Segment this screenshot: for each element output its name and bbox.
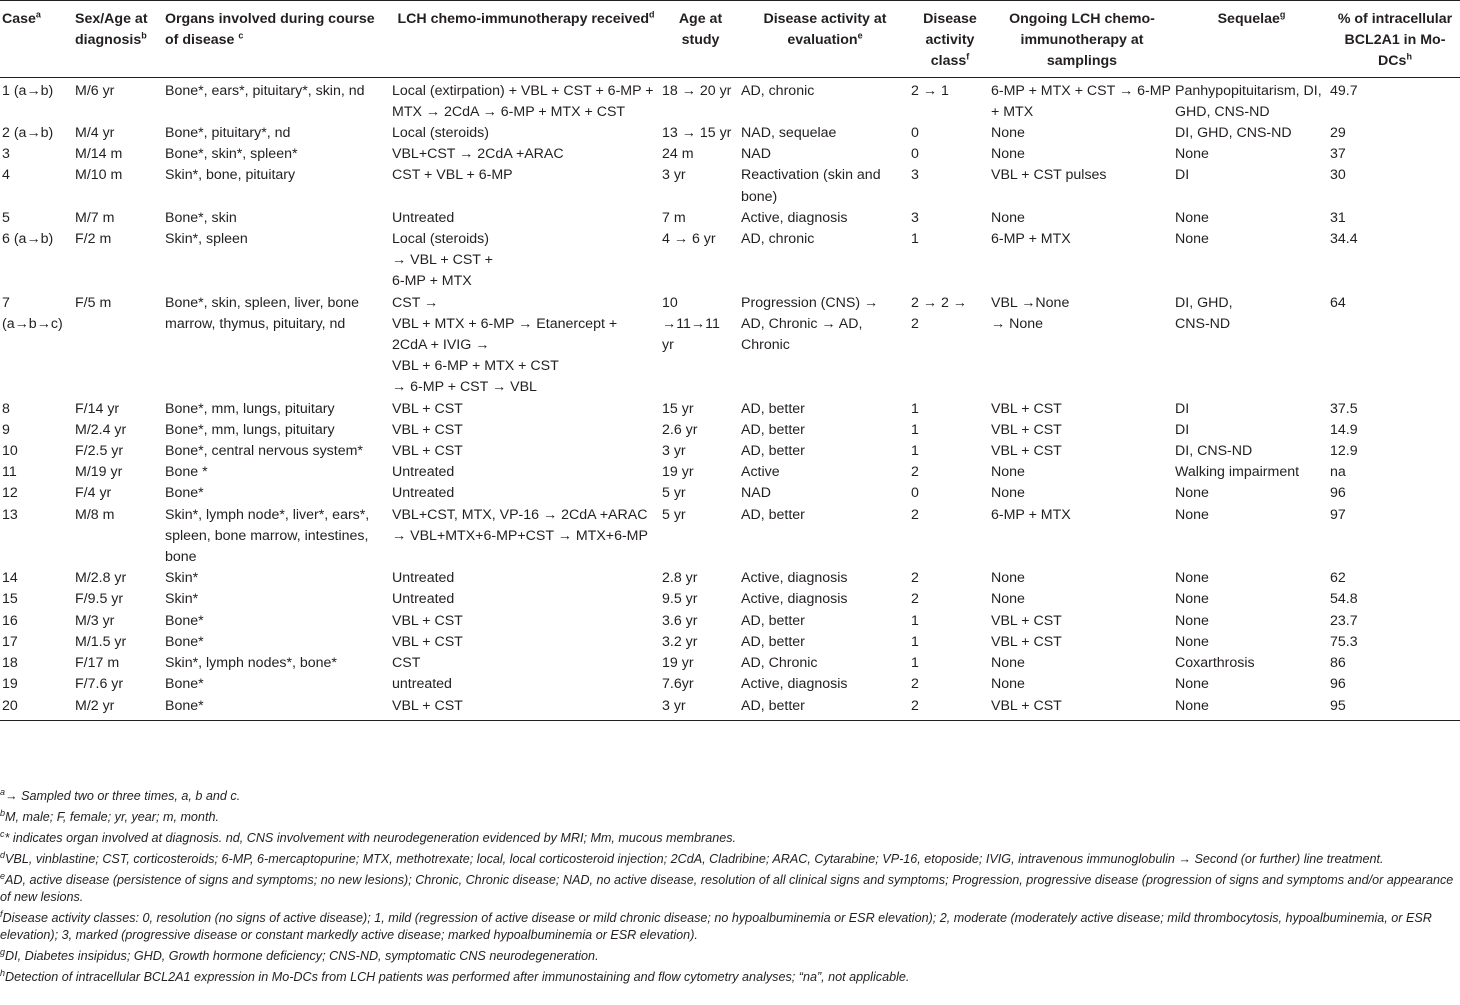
cell-ongoing-therapy: VBL + CST xyxy=(991,421,1062,438)
cell-bcl2a1: na xyxy=(1330,464,1346,481)
cell-ongoing-therapy: 6-MP + MTX + CST → 6-MP + MTX xyxy=(991,82,1171,120)
cell-organs: Skin* xyxy=(165,570,199,587)
cell-disease-activity: AD, better xyxy=(741,421,805,438)
header-chemotherapy: LCH chemo-immunotherapy received$^d$ xyxy=(390,1,660,78)
cell-age-at-study: 2.8 yr xyxy=(662,570,698,587)
cell-activity-class: 2 xyxy=(911,676,919,693)
cell-sex-age: M/2.4 yr xyxy=(75,421,127,438)
cell-organs: Bone* xyxy=(165,676,204,693)
cell-disease-activity: AD, better xyxy=(741,633,805,650)
cell-disease-activity: AD, Chronic xyxy=(741,655,818,672)
cell-ongoing-therapy: None xyxy=(991,485,1025,502)
cell-organs: Bone*, skin, spleen, liver, bone marrow, thymus, pituitary, nd xyxy=(165,294,360,332)
cell-disease-activity: Active, diagnosis xyxy=(741,209,848,226)
cell-sex-age: M/1.5 yr xyxy=(75,633,127,650)
cell-case: 14 xyxy=(2,570,18,587)
cell-sequelae: None xyxy=(1175,485,1209,502)
cell-ongoing-therapy: 6-MP + MTX xyxy=(991,231,1071,248)
table-row xyxy=(0,441,1460,462)
cell-chemotherapy: VBL + CST xyxy=(392,443,463,460)
cell-sex-age: M/2.8 yr xyxy=(75,570,127,587)
cell-chemotherapy: VBL + CST xyxy=(392,612,463,629)
footnote xyxy=(0,948,1460,965)
cell-bcl2a1: 97 xyxy=(1330,506,1346,523)
cell-sequelae: Coxarthrosis xyxy=(1175,655,1255,672)
cell-activity-class: 0 xyxy=(911,125,919,142)
cell-sex-age: F/14 yr xyxy=(75,400,120,417)
cell-age-at-study: 3.2 yr xyxy=(662,633,698,650)
footnote xyxy=(0,788,1460,805)
cell-activity-class: 2 xyxy=(911,570,919,587)
cell-sequelae: DI, GHD, CNS-ND xyxy=(1175,125,1292,142)
cell-disease-activity: Active xyxy=(741,464,780,481)
cell-chemotherapy: Untreated xyxy=(392,209,455,226)
table-row xyxy=(0,505,1460,569)
table-row xyxy=(0,165,1460,207)
footnote-text: * indicates organ involved at diagnosis. nd, CNS involvement with neurodegeneration evidenced by MRI; Mm, mucous membranes. xyxy=(4,830,737,845)
cell-age-at-study: 19 yr xyxy=(662,464,694,481)
cell-bcl2a1: 14.9 xyxy=(1330,421,1358,438)
cell-activity-class: 1 xyxy=(911,231,919,248)
cell-disease-activity: AD, better xyxy=(739,696,909,721)
footnote-marker: f xyxy=(0,908,3,919)
cell-sex-age: F/9.5 yr xyxy=(75,591,124,608)
cell-activity-class: 1 xyxy=(911,655,919,672)
table-row xyxy=(0,696,1460,721)
cell-bcl2a1: 96 xyxy=(1330,485,1346,502)
cell-chemotherapy: CST xyxy=(392,655,421,672)
footnote-text: VBL, vinblastine; CST, corticosteroids; 6-MP, 6-mercaptopurine; MTX, methotrexate; local, local corticosteroid injection; 2CdA, Cladribine; ARAC, Cytarabine; VP-16, etoposide; IVIG, intravenous immunoglobulin → Second (or further) line treatment. xyxy=(5,851,1384,866)
cell-organs: Bone*, skin*, spleen* xyxy=(165,146,298,163)
cell-activity-class: 2 xyxy=(911,464,919,481)
cell-ongoing-therapy: VBL + CST xyxy=(991,633,1062,650)
cell-case: 9 xyxy=(2,421,10,438)
cell-organs: Bone*, pituitary*, nd xyxy=(165,125,291,142)
cell-sequelae: DI, GHD, CNS-ND xyxy=(1175,294,1233,332)
cell-case: 17 xyxy=(2,633,18,650)
cell-disease-activity: Reactivation (skin and bone) xyxy=(741,167,881,205)
cell-age-at-study: 4 → 6 yr xyxy=(662,231,716,248)
table-row xyxy=(0,77,1460,123)
table-row xyxy=(0,123,1460,144)
cell-bcl2a1: 62 xyxy=(1330,570,1346,587)
cell-sequelae: DI xyxy=(1175,400,1190,417)
cell-organs: Skin*, spleen xyxy=(165,231,248,248)
cell-sequelae: Panhypopituitarism, DI, GHD, CNS-ND xyxy=(1175,82,1322,120)
cell-bcl2a1: 31 xyxy=(1330,209,1346,226)
cell-sex-age: M/8 m xyxy=(75,506,115,523)
cell-sex-age: F/7.6 yr xyxy=(75,676,124,693)
cell-sequelae: None xyxy=(1173,696,1328,721)
cell-bcl2a1: 12.9 xyxy=(1330,443,1358,460)
header-ongoing-therapy: Ongoing LCH chemo-immunotherapy at samplings xyxy=(989,1,1173,78)
cell-sequelae: None xyxy=(1175,209,1209,226)
cell-bcl2a1: 96 xyxy=(1330,676,1346,693)
cell-disease-activity: AD, chronic xyxy=(741,82,815,99)
cell-ongoing-therapy: None xyxy=(991,125,1025,142)
cell-case: 8 xyxy=(2,400,10,417)
table-row xyxy=(0,632,1460,653)
footnote xyxy=(0,809,1460,826)
table-row xyxy=(0,144,1460,165)
cell-disease-activity: Active, diagnosis xyxy=(741,570,848,587)
footnote-marker: d xyxy=(0,849,6,860)
cell-case: 3 xyxy=(2,146,10,163)
cell-sex-age: M/7 m xyxy=(75,209,115,226)
cell-activity-class: 3 xyxy=(911,167,919,184)
cell-sequelae: None xyxy=(1175,570,1209,587)
cell-age-at-study: 3.6 yr xyxy=(662,612,698,629)
header-row xyxy=(0,1,1460,78)
cell-ongoing-therapy: None xyxy=(991,464,1025,481)
cell-chemotherapy: VBL + CST xyxy=(392,421,463,438)
cell-sequelae: None xyxy=(1175,612,1209,629)
cell-case: 20 xyxy=(0,696,73,721)
footnotes xyxy=(0,788,1460,990)
cell-sequelae: None xyxy=(1175,591,1209,608)
cell-chemotherapy: Local (steroids) xyxy=(392,125,489,142)
cell-sequelae: None xyxy=(1175,506,1209,523)
cell-sex-age: F/2.5 yr xyxy=(75,443,124,460)
cell-sequelae: None xyxy=(1175,676,1209,693)
footnote-marker: h xyxy=(0,967,6,978)
cell-sex-age: F/4 yr xyxy=(75,485,112,502)
cell-case: 19 xyxy=(2,676,18,693)
cell-chemotherapy: VBL + CST xyxy=(390,696,660,721)
cell-age-at-study: 5 yr xyxy=(662,506,686,523)
cell-organs: Skin*, lymph nodes*, bone* xyxy=(165,655,337,672)
cell-activity-class: 1 xyxy=(911,633,919,650)
cell-bcl2a1: 23.7 xyxy=(1330,612,1358,629)
table-row xyxy=(0,229,1460,293)
cell-organs: Bone*, ears*, pituitary*, skin, nd xyxy=(165,82,365,99)
footnote-marker: g xyxy=(0,947,6,958)
cell-sequelae: DI xyxy=(1175,167,1190,184)
cell-chemotherapy: VBL+CST, MTX, VP-16 → 2CdA +ARAC → VBL+MTX+6-MP+CST → MTX+6-MP xyxy=(392,506,648,544)
cell-age-at-study: 2.6 yr xyxy=(662,421,698,438)
cell-age-at-study: 3 yr xyxy=(662,443,686,460)
cell-ongoing-therapy: None xyxy=(991,676,1025,693)
cell-ongoing-therapy: VBL + CST xyxy=(989,696,1173,721)
header-bcl2a1: % of intracellular BCL2A1 in Mo-DCs$^h$ xyxy=(1328,1,1460,78)
footnote xyxy=(0,969,1460,986)
cell-bcl2a1: 64 xyxy=(1330,294,1346,311)
footnote-marker: b xyxy=(0,807,6,818)
cell-age-at-study: 18 → 20 yr xyxy=(662,82,732,99)
cell-sex-age: M/14 m xyxy=(75,146,123,163)
cell-activity-class: 2 → 2 → 2 xyxy=(911,294,967,332)
table-row xyxy=(0,420,1460,441)
cell-organs: Bone*, central nervous system* xyxy=(165,443,363,460)
cell-ongoing-therapy: VBL + CST xyxy=(991,612,1062,629)
cell-ongoing-therapy: None xyxy=(991,655,1025,672)
cell-age-at-study: 19 yr xyxy=(662,655,694,672)
cell-chemotherapy: Untreated xyxy=(392,570,455,587)
cell-case: 15 xyxy=(2,591,18,608)
cell-bcl2a1: 86 xyxy=(1330,655,1346,672)
cell-case: 16 xyxy=(2,612,18,629)
cell-case: 5 xyxy=(2,209,10,226)
cell-ongoing-therapy: VBL + CST pulses xyxy=(991,167,1107,184)
footnote-text: Disease activity classes: 0, resolution (no signs of active disease); 1, mild (regression of active disease or mild chronic disease; no hypoalbuminemia or ESR elevation); 2, moderate (moderately active disease; mild thrombocytosis, hypoalbuminemia, or ESR elevation); 3, marked (progressive disease or constant markedly active disease; marked hypoalbuminemia or ESR elevation). xyxy=(0,910,1432,943)
cell-sequelae: Walking impairment xyxy=(1175,464,1300,481)
cell-organs: Bone* xyxy=(163,696,390,721)
cell-chemotherapy: Local (extirpation) + VBL + CST + 6-MP + MTX → 2CdA → 6-MP + MTX + CST xyxy=(392,82,654,120)
cell-sex-age: F/5 m xyxy=(75,294,112,311)
cell-sequelae: DI xyxy=(1175,421,1190,438)
table-row xyxy=(0,462,1460,483)
cell-case: 12 xyxy=(2,485,18,502)
cell-chemotherapy: CST + VBL + 6-MP xyxy=(392,167,513,184)
table-body xyxy=(0,77,1460,720)
header-disease-activity: Disease activity at evaluation$^e$ xyxy=(739,1,909,78)
cell-organs: Bone* xyxy=(165,485,204,502)
cell-organs: Bone*, skin xyxy=(165,209,237,226)
header-activity-class: Disease activity class$^f$ xyxy=(909,1,989,78)
cell-sex-age: M/4 yr xyxy=(75,125,115,142)
cell-age-at-study: 24 m xyxy=(662,146,694,163)
cell-age-at-study: 10 →11→11 yr xyxy=(662,294,720,354)
cell-sex-age: M/6 yr xyxy=(75,82,115,99)
header-case: Case$^a$ xyxy=(0,1,73,78)
cell-case: 10 xyxy=(2,443,18,460)
cell-case: 2 (a→b) xyxy=(2,125,54,142)
cell-disease-activity: AD, chronic xyxy=(741,231,815,248)
cell-ongoing-therapy: VBL + CST xyxy=(991,400,1062,417)
cell-age-at-study: 15 yr xyxy=(662,400,694,417)
cell-bcl2a1: 37.5 xyxy=(1330,400,1358,417)
cell-activity-class: 2 xyxy=(911,506,919,523)
cell-activity-class: 2 xyxy=(911,591,919,608)
cell-organs: Bone*, mm, lungs, pituitary xyxy=(165,421,335,438)
cell-age-at-study: 3 yr xyxy=(660,696,739,721)
footnote-marker: e xyxy=(0,870,6,881)
cell-chemotherapy: VBL + CST xyxy=(392,400,463,417)
cell-bcl2a1: 30 xyxy=(1330,167,1346,184)
cell-activity-class: 1 xyxy=(911,421,919,438)
cell-organs: Skin*, lymph node*, liver*, ears*, spleen, bone marrow, intestines, bone xyxy=(165,506,370,566)
cell-disease-activity: AD, better xyxy=(741,400,805,417)
table-row xyxy=(0,399,1460,420)
footnote xyxy=(0,910,1460,945)
footnote-marker: a xyxy=(0,786,6,797)
cell-case: 6 (a→b) xyxy=(2,231,54,248)
cell-activity-class: 0 xyxy=(911,146,919,163)
cell-bcl2a1: 75.3 xyxy=(1330,633,1358,650)
cell-bcl2a1: 34.4 xyxy=(1330,231,1358,248)
cell-ongoing-therapy: VBL + CST xyxy=(991,443,1062,460)
cell-sex-age: F/17 m xyxy=(75,655,120,672)
cell-bcl2a1: 37 xyxy=(1330,146,1346,163)
cell-activity-class: 1 xyxy=(911,612,919,629)
table-row xyxy=(0,568,1460,589)
cell-chemotherapy: CST → VBL + MTX + 6-MP → Etanercept + 2CdA + IVIG → VBL + 6-MP + MTX + CST → 6-MP + CST → VBL xyxy=(392,294,618,396)
cell-case: 11 xyxy=(2,464,17,481)
footnote xyxy=(0,851,1460,868)
cell-disease-activity: Progression (CNS) → AD, Chronic → AD, Chronic xyxy=(741,294,879,354)
cell-sex-age: M/2 yr xyxy=(73,696,163,721)
cell-activity-class: 1 xyxy=(911,443,919,460)
table-row xyxy=(0,674,1460,695)
table-row xyxy=(0,208,1460,229)
cell-activity-class: 1 xyxy=(911,400,919,417)
cell-organs: Bone*, mm, lungs, pituitary xyxy=(165,400,335,417)
header-age-at-study: Age at study xyxy=(660,1,739,78)
cell-sex-age: M/19 yr xyxy=(75,464,123,481)
cell-chemotherapy: VBL+CST → 2CdA +ARAC xyxy=(392,146,564,163)
cell-activity-class: 2 → 1 xyxy=(911,82,949,99)
header-organs: Organs involved during course of disease $^c$ xyxy=(163,1,390,78)
cell-disease-activity: Active, diagnosis xyxy=(741,676,848,693)
cell-chemotherapy: Untreated xyxy=(392,485,455,502)
cell-activity-class: 2 xyxy=(909,696,989,721)
cell-organs: Skin*, bone, pituitary xyxy=(165,167,296,184)
cell-disease-activity: NAD xyxy=(741,146,771,163)
cell-age-at-study: 9.5 yr xyxy=(662,591,698,608)
cell-bcl2a1: 49.7 xyxy=(1330,82,1358,99)
cell-disease-activity: NAD, sequelae xyxy=(741,125,837,142)
cell-disease-activity: AD, better xyxy=(741,443,805,460)
cell-sequelae: DI, CNS-ND xyxy=(1175,443,1253,460)
cell-case: 18 xyxy=(2,655,18,672)
cell-sequelae: None xyxy=(1175,146,1209,163)
cell-organs: Bone* xyxy=(165,633,204,650)
cell-ongoing-therapy: None xyxy=(991,209,1025,226)
cell-ongoing-therapy: None xyxy=(991,591,1025,608)
cell-sex-age: M/3 yr xyxy=(75,612,115,629)
cell-bcl2a1: 95 xyxy=(1328,696,1460,721)
cell-age-at-study: 5 yr xyxy=(662,485,686,502)
table-row xyxy=(0,611,1460,632)
cell-sex-age: F/2 m xyxy=(75,231,112,248)
footnote-text: → Sampled two or three times, a, b and c. xyxy=(5,789,241,803)
cell-age-at-study: 7.6yr xyxy=(662,676,694,693)
footnote-text: AD, active disease (persistence of signs and symptoms; no new lesions); Chronic, Chronic disease; NAD, no active disease, resolution of all clinical signs and symptoms; Progression, progressive disease (progression of signs and symptoms and/or appearance of new lesions. xyxy=(0,872,1454,905)
footnote xyxy=(0,830,1460,847)
cell-organs: Skin* xyxy=(165,591,199,608)
cell-sequelae: None xyxy=(1175,633,1209,650)
cell-disease-activity: AD, better xyxy=(741,506,805,523)
cell-ongoing-therapy: VBL →None → None xyxy=(991,294,1070,332)
footnote xyxy=(0,872,1460,907)
cell-chemotherapy: VBL + CST xyxy=(392,633,463,650)
cell-sequelae: None xyxy=(1175,231,1209,248)
cell-activity-class: 3 xyxy=(911,209,919,226)
cell-ongoing-therapy: 6-MP + MTX xyxy=(991,506,1071,523)
header-sex-age: Sex/Age at diagnosis$^b$ xyxy=(73,1,163,78)
cell-age-at-study: 13 → 15 yr xyxy=(662,125,732,142)
cell-age-at-study: 7 m xyxy=(662,209,686,226)
header-sequelae: Sequelae$^g$ xyxy=(1173,1,1328,78)
cell-organs: Bone * xyxy=(165,464,208,481)
cell-chemotherapy: Local (steroids) → VBL + CST + 6-MP + MTX xyxy=(392,231,493,290)
cell-chemotherapy: Untreated xyxy=(392,464,455,481)
table-row xyxy=(0,653,1460,674)
cell-disease-activity: AD, better xyxy=(741,612,805,629)
cell-case: 4 xyxy=(2,167,10,184)
table-row xyxy=(0,589,1460,610)
cell-ongoing-therapy: None xyxy=(991,570,1025,587)
cell-age-at-study: 3 yr xyxy=(662,167,686,184)
table-row xyxy=(0,293,1460,399)
cell-activity-class: 0 xyxy=(911,485,919,502)
cell-case: 7 (a→b→c) xyxy=(2,294,63,332)
cell-disease-activity: NAD xyxy=(741,485,771,502)
cell-bcl2a1: 54.8 xyxy=(1330,591,1358,608)
cell-case: 13 xyxy=(2,506,18,523)
cell-sex-age: M/10 m xyxy=(75,167,123,184)
cell-chemotherapy: Untreated xyxy=(392,591,455,608)
cell-disease-activity: Active, diagnosis xyxy=(741,591,848,608)
cell-case: 1 (a→b) xyxy=(2,82,54,99)
table-row xyxy=(0,483,1460,504)
cell-chemotherapy: untreated xyxy=(392,676,452,693)
cell-organs: Bone* xyxy=(165,612,204,629)
cell-bcl2a1: 29 xyxy=(1330,125,1346,142)
footnote-text: DI, Diabetes insipidus; GHD, Growth hormone deficiency; CNS-ND, symptomatic CNS neurodegeneration. xyxy=(5,949,599,964)
cell-ongoing-therapy: None xyxy=(991,146,1025,163)
footnote-marker: c xyxy=(0,828,5,839)
footnote-text: M, male; F, female; yr, year; m, month. xyxy=(5,809,219,824)
footnote-text: Detection of intracellular BCL2A1 expression in Mo-DCs from LCH patients was performed after immunostaining and flow cytometry analyses; “na”, not applicable. xyxy=(5,970,910,985)
